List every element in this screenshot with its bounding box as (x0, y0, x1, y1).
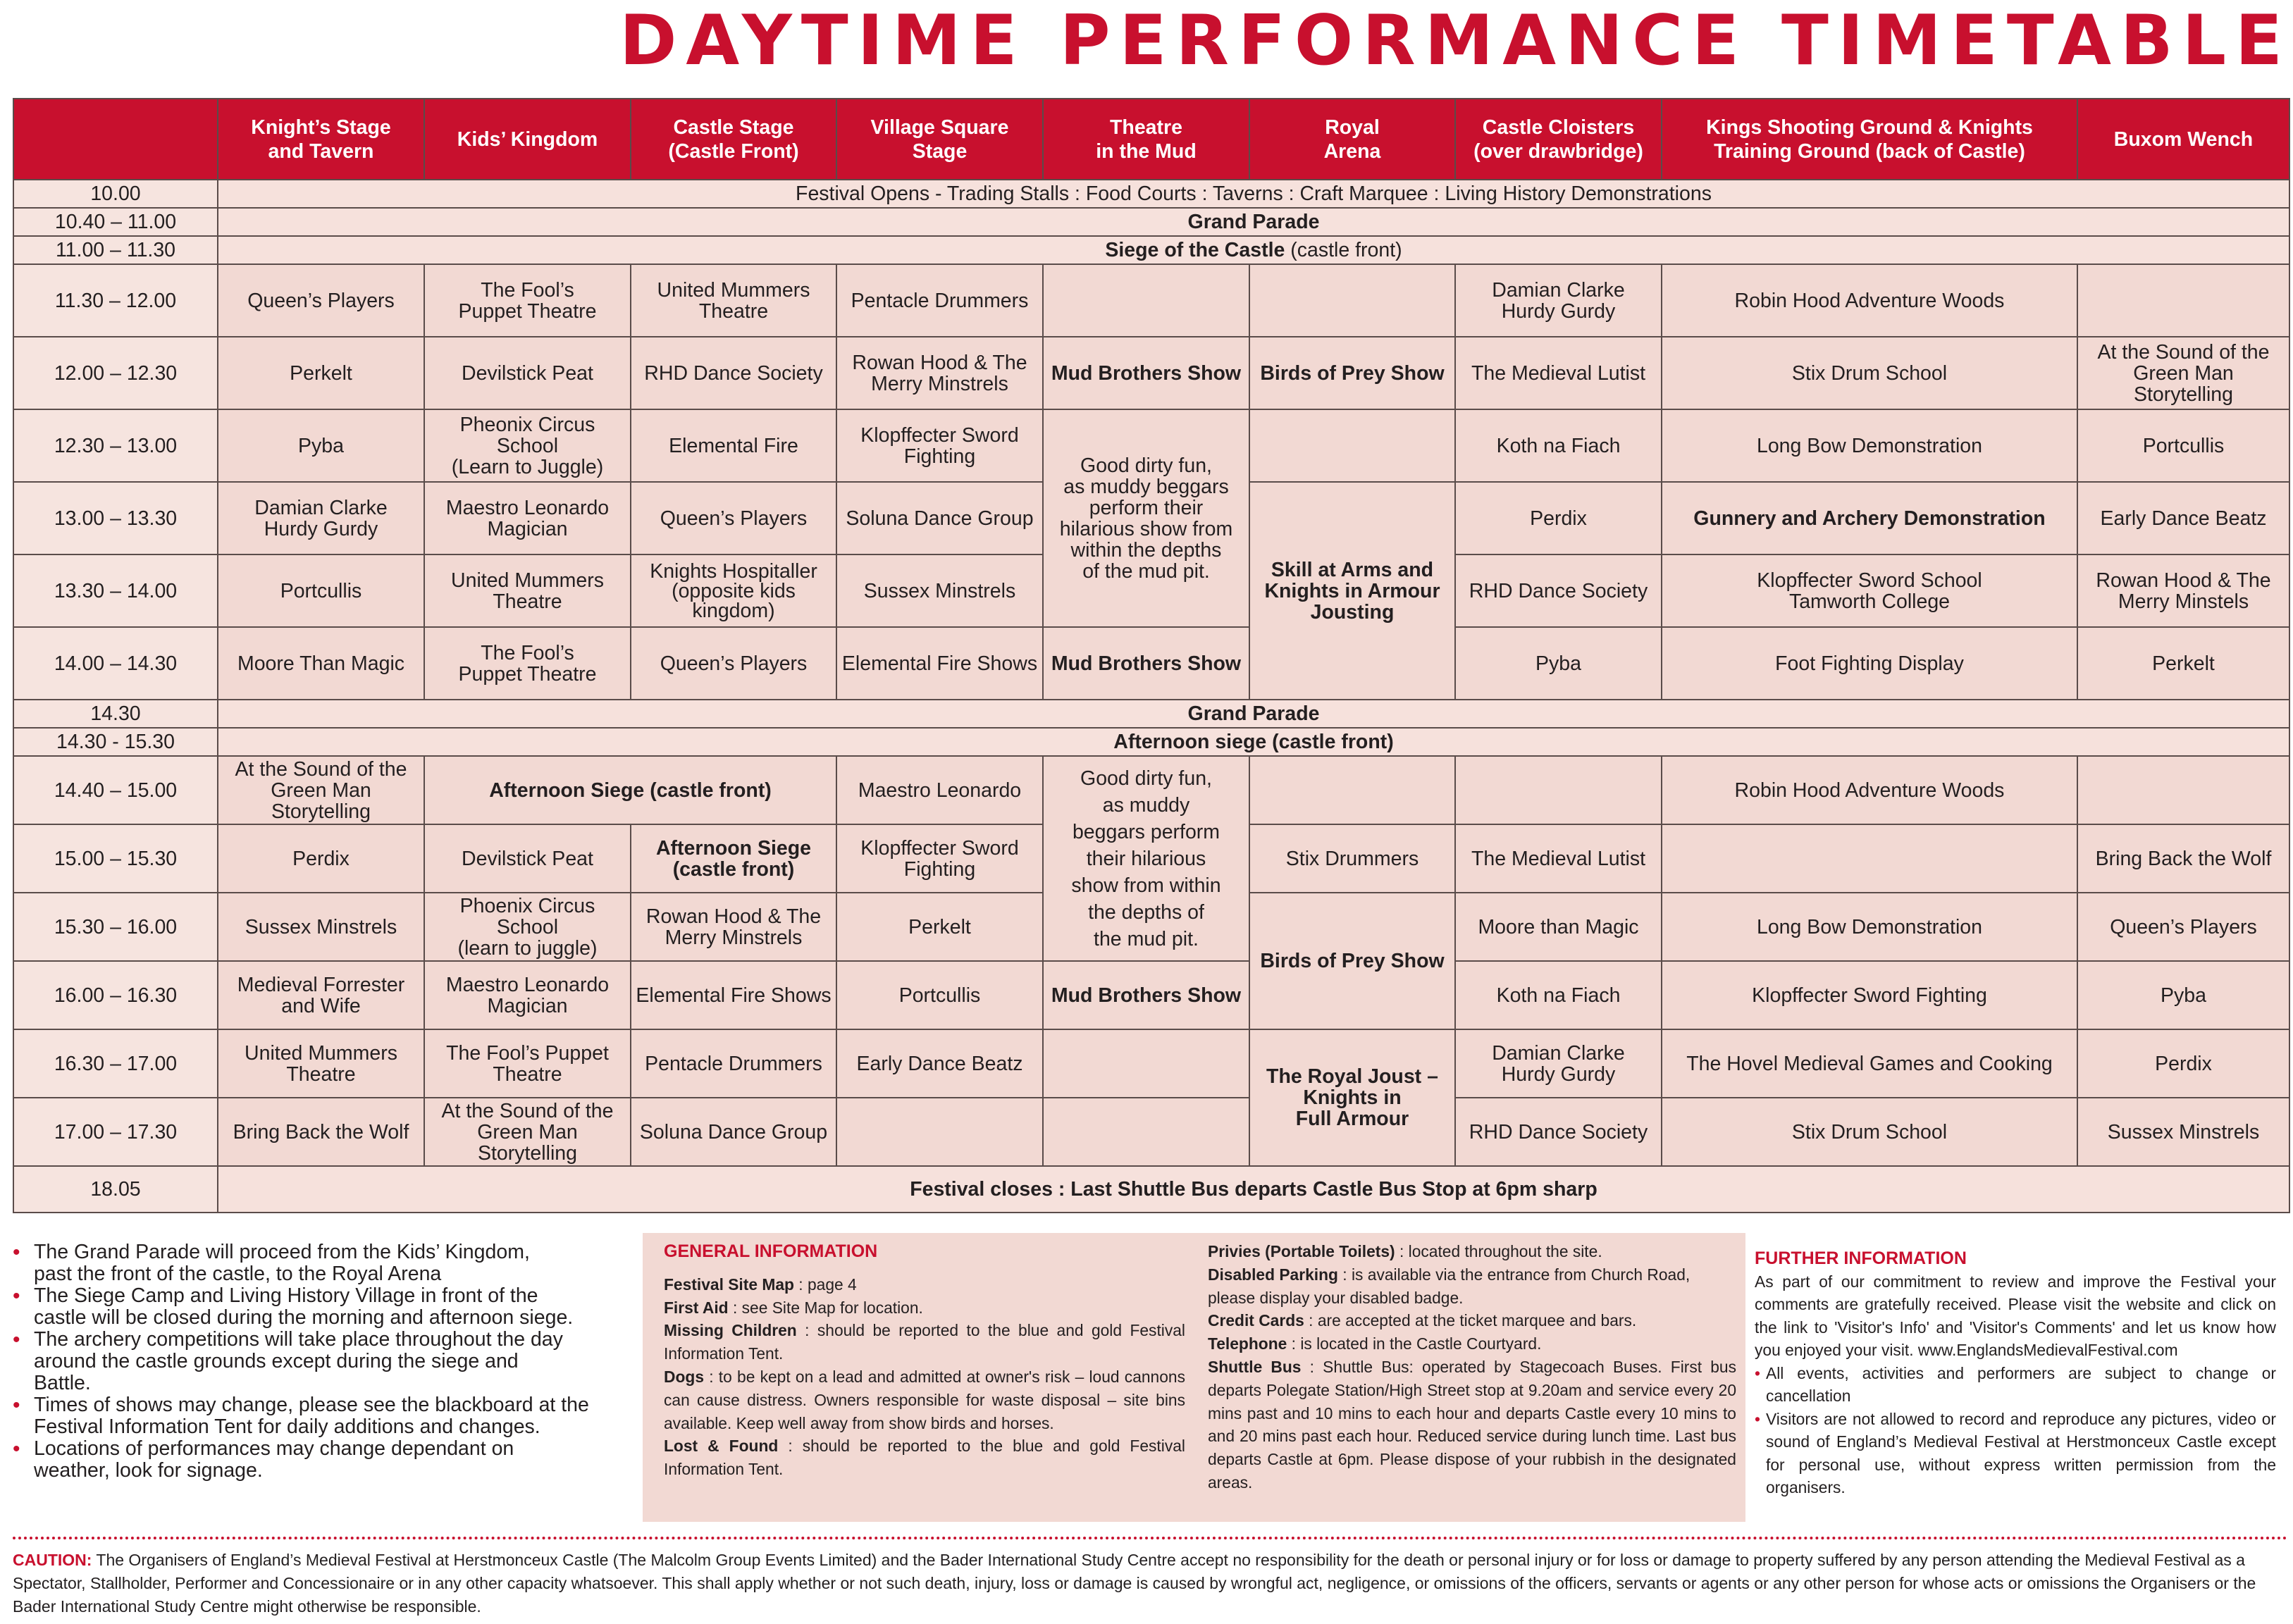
time-cell: 11.00 – 11.30 (13, 236, 218, 264)
event-cell: Perdix (2077, 1029, 2289, 1098)
venue-header: Kids’ Kingdom (424, 99, 631, 180)
further-information (1755, 1247, 2276, 1499)
event-cell: The Medieval Lutist (1455, 337, 1662, 409)
time-cell: 13.00 – 13.30 (13, 482, 218, 554)
event-cell: RHD Dance Society (631, 337, 836, 409)
info-item (1208, 1356, 1736, 1494)
info-text: : are accepted at the ticket marquee and bars. (1304, 1311, 1637, 1330)
info-label: Lost & Found (664, 1437, 779, 1456)
event-cell: Soluna Dance Group (836, 482, 1043, 554)
info-label: Missing Children (664, 1321, 797, 1340)
venue-header: Buxom Wench (2077, 99, 2289, 180)
event-cell: Elemental Fire Shows (631, 961, 836, 1029)
further-info-item: • All events, activities and performers are subject to change or cancellation (1766, 1362, 2276, 1408)
info-text: : is located in the Castle Courtyard. (1287, 1334, 1542, 1353)
event-cell: Queen’s Players (631, 627, 836, 700)
empty-cell (1043, 1029, 1249, 1098)
event-cell: Long Bow Demonstration (1662, 893, 2077, 961)
event-cell: Phoenix Circus School (learn to juggle) (424, 893, 631, 961)
time-header (13, 99, 218, 180)
table-row (13, 236, 2289, 264)
info-label: Dogs (664, 1367, 704, 1386)
table-row (13, 180, 2289, 208)
event-cell: Devilstick Peat (424, 824, 631, 893)
event-cell: Damian Clarke Hurdy Gurdy (1455, 1029, 1662, 1098)
table-row (13, 700, 2289, 728)
empty-cell (836, 1098, 1043, 1166)
venue-header: Castle Cloisters (over drawbridge) (1455, 99, 1662, 180)
span-event-cell: Festival Opens - Trading Stalls : Food Courts : Taverns : Craft Marquee : Living History Demonstrations (218, 180, 2289, 208)
info-item (1208, 1332, 1736, 1356)
event-cell: Robin Hood Adventure Woods (1662, 264, 2077, 337)
event-cell: Elemental Fire (631, 409, 836, 482)
span-event-cell: Grand Parade (218, 700, 2289, 728)
event-cell: At the Sound of the Green Man Storytelling (2077, 337, 2289, 409)
span-event-cell: Festival closes : Last Shuttle Bus departs Castle Bus Stop at 6pm sharp (218, 1166, 2289, 1213)
notes-list (13, 1241, 626, 1482)
event-cell: Maestro Leonardo Magician (424, 482, 631, 554)
event-cell: United Mummers Theatre (631, 264, 836, 337)
page-title: DAYTIME PERFORMANCE TIMETABLE (619, 1, 2292, 81)
info-label: Privies (Portable Toilets) (1208, 1242, 1395, 1260)
empty-cell (1249, 264, 1455, 337)
time-cell: 10.40 – 11.00 (13, 208, 218, 236)
timetable (13, 98, 2289, 1213)
event-cell: Afternoon Siege (castle front) (631, 824, 836, 893)
info-item (664, 1319, 1185, 1365)
caution-text: The Organisers of England’s Medieval Festival at Herstmonceux Castle (The Malcolm Group Events Limited) and the Bader International Study Centre accept no responsibility for the death or personal injury or for loss or damage to property suffered by any person attending the Medieval Festival as a Spectator, Stallholder, Performer and Concessionaire or in any other capacity whatsoever. This shall apply whether or not such death, injury, loss or damage is caused by wrongful act, negligence, or omissions of the officers, servants or agents or any other person for whose acts or omissions the Organisers or the Bader International Study Centre might otherwise be responsible. (13, 1551, 2256, 1616)
further-info-item: • Visitors are not allowed to record and reproduce any pictures, video or sound of England’s Medieval Festival at Herstmonceux Castle except for personal use, without express written permission from the organisers. (1766, 1408, 2276, 1499)
info-text: : located throughout the site. (1395, 1242, 1602, 1260)
event-cell: Perkelt (836, 893, 1043, 961)
time-cell: 17.00 – 17.30 (13, 1098, 218, 1166)
event-cell: At the Sound of the Green Man Storytelling (218, 756, 424, 824)
event-name: Siege of the Castle (1105, 239, 1285, 261)
time-cell: 12.30 – 13.00 (13, 409, 218, 482)
info-label: Shuttle Bus (1208, 1357, 1302, 1376)
caution-label: CAUTION: (13, 1551, 92, 1569)
event-cell: Queen’s Players (631, 482, 836, 554)
span-event-cell (218, 236, 2289, 264)
info-label: First Aid (664, 1298, 729, 1317)
event-cell: Mud Brothers Show (1043, 627, 1249, 700)
table-row (13, 409, 2289, 482)
general-info-column-left (664, 1240, 1185, 1481)
event-cell: Good dirty fun, as muddy beggars perform their hilarious show from within the depths of the mud pit. (1043, 756, 1249, 961)
empty-cell (1662, 824, 2077, 893)
time-cell: 15.00 – 15.30 (13, 824, 218, 893)
general-information-panel (643, 1233, 1745, 1522)
empty-cell (2077, 264, 2289, 337)
empty-cell (1043, 1098, 1249, 1166)
caution-notice (13, 1549, 2289, 1618)
event-cell: The Medieval Lutist (1455, 824, 1662, 893)
time-cell: 10.00 (13, 180, 218, 208)
time-cell: 16.00 – 16.30 (13, 961, 218, 1029)
time-cell: 18.05 (13, 1166, 218, 1213)
venue-header: Knight’s Stage and Tavern (218, 99, 424, 180)
event-cell: Birds of Prey Show (1249, 337, 1455, 409)
general-info-column-right (1208, 1240, 1736, 1494)
info-label: Festival Site Map (664, 1275, 794, 1294)
event-cell: Devilstick Peat (424, 337, 631, 409)
event-cell: Gunnery and Archery Demonstration (1662, 482, 2077, 554)
info-item (664, 1434, 1185, 1481)
event-cell: Perkelt (218, 337, 424, 409)
event-cell: Sussex Minstrels (218, 893, 424, 961)
time-cell: 14.40 – 15.00 (13, 756, 218, 824)
table-row (13, 264, 2289, 337)
event-cell: Perdix (1455, 482, 1662, 554)
info-text: : page 4 (793, 1275, 857, 1294)
info-text: : should be reported to the blue and gold Festival Information Tent. (664, 1321, 1185, 1363)
info-item (1208, 1240, 1736, 1263)
event-cell: Bring Back the Wolf (218, 1098, 424, 1166)
time-cell: 14.30 - 15.30 (13, 728, 218, 756)
empty-cell (1249, 409, 1455, 482)
event-cell: Skill at Arms and Knights in Armour Jousting (1249, 482, 1455, 700)
event-cell: Queen’s Players (218, 264, 424, 337)
event-cell: Maestro Leonardo (836, 756, 1043, 824)
event-cell: Long Bow Demonstration (1662, 409, 2077, 482)
info-item (664, 1296, 1185, 1320)
time-cell: 16.30 – 17.00 (13, 1029, 218, 1098)
event-cell: Robin Hood Adventure Woods (1662, 756, 2077, 824)
table-row (13, 337, 2289, 409)
table-row (13, 728, 2289, 756)
event-location: (castle front) (1285, 239, 1402, 261)
note-item: • Times of shows may change, please see the blackboard at the Festival Information Tent for daily additions and changes. (34, 1394, 626, 1438)
event-cell: Damian Clarke Hurdy Gurdy (1455, 264, 1662, 337)
info-item (664, 1365, 1185, 1434)
info-text: : is available via the entrance from Church Road, please display your disabled badge. (1208, 1265, 1691, 1307)
event-cell: United Mummers Theatre (424, 554, 631, 627)
info-label: Disabled Parking (1208, 1265, 1338, 1284)
event-cell: Moore than Magic (1455, 893, 1662, 961)
dotted-divider (13, 1537, 2289, 1539)
event-cell: Pyba (218, 409, 424, 482)
event-cell: RHD Dance Society (1455, 1098, 1662, 1166)
empty-cell (1043, 264, 1249, 337)
info-label: Telephone (1208, 1334, 1287, 1353)
event-cell: Damian Clarke Hurdy Gurdy (218, 482, 424, 554)
event-cell: Pyba (2077, 961, 2289, 1029)
span-event-cell: Grand Parade (218, 208, 2289, 236)
note-item: • The archery competitions will take place throughout the day around the castle grounds except during the siege and Battle. (34, 1329, 626, 1394)
event-cell: Stix Drum School (1662, 1098, 2077, 1166)
info-text: : to be kept on a lead and admitted at owner's risk – loud cannons can cause distress. Owners responsible for waste disposal – site bins available. Keep well away from show birds and horses. (664, 1367, 1185, 1432)
info-item (1208, 1309, 1736, 1332)
event-cell: Foot Fighting Display (1662, 627, 2077, 700)
event-cell: Pyba (1455, 627, 1662, 700)
event-cell: Rowan Hood & The Merry Minstrels (836, 337, 1043, 409)
event-cell: Koth na Fiach (1455, 409, 1662, 482)
time-cell: 14.00 – 14.30 (13, 627, 218, 700)
note-item: • The Siege Camp and Living History Village in front of the castle will be closed during the morning and afternoon siege. (34, 1285, 626, 1329)
event-cell: Knights Hospitaller (opposite kids kingdom) (631, 554, 836, 627)
empty-cell (2077, 756, 2289, 824)
event-cell: Perdix (218, 824, 424, 893)
event-cell: Bring Back the Wolf (2077, 824, 2289, 893)
info-item (1208, 1263, 1736, 1310)
table-row (13, 1029, 2289, 1098)
info-item (664, 1273, 1185, 1296)
event-cell: Stix Drum School (1662, 337, 2077, 409)
event-cell: Queen’s Players (2077, 893, 2289, 961)
table-row (13, 627, 2289, 700)
time-cell: 12.00 – 12.30 (13, 337, 218, 409)
event-cell: Birds of Prey Show (1249, 893, 1455, 1029)
info-label: Credit Cards (1208, 1311, 1304, 1330)
event-cell: Good dirty fun, as muddy beggars perform their hilarious show from within the depths of the mud pit. (1043, 409, 1249, 627)
event-cell: Klopffecter Sword Fighting (836, 409, 1043, 482)
venue-header: Royal Arena (1249, 99, 1455, 180)
event-cell: Portcullis (2077, 409, 2289, 482)
note-item: • Locations of performances may change dependant on weather, look for signage. (34, 1438, 626, 1482)
table-row (13, 1166, 2289, 1213)
further-info-heading: FURTHER INFORMATION (1755, 1248, 1967, 1268)
event-cell: The Fool’s Puppet Theatre (424, 264, 631, 337)
empty-cell (1249, 756, 1455, 824)
timetable-grid (13, 98, 2290, 1213)
venue-header: Village Square Stage (836, 99, 1043, 180)
general-info-heading: GENERAL INFORMATION (664, 1241, 878, 1261)
event-cell: Pentacle Drummers (631, 1029, 836, 1098)
event-cell: Early Dance Beatz (836, 1029, 1043, 1098)
event-cell: The Royal Joust – Knights in Full Armour (1249, 1029, 1455, 1166)
note-item: • The Grand Parade will proceed from the Kids’ Kingdom, past the front of the castle, to the Royal Arena (34, 1241, 626, 1285)
event-cell: Pheonix Circus School (Learn to Juggle) (424, 409, 631, 482)
table-row (13, 756, 2289, 824)
event-cell: Moore Than Magic (218, 627, 424, 700)
time-cell: 13.30 – 14.00 (13, 554, 218, 627)
event-cell: Maestro Leonardo Magician (424, 961, 631, 1029)
info-text: : should be reported to the blue and gold Festival Information Tent. (664, 1437, 1185, 1479)
time-cell: 11.30 – 12.00 (13, 264, 218, 337)
event-cell: Sussex Minstrels (836, 554, 1043, 627)
event-cell: Elemental Fire Shows (836, 627, 1043, 700)
venue-header: Theatre in the Mud (1043, 99, 1249, 180)
event-cell: At the Sound of the Green Man Storytelling (424, 1098, 631, 1166)
event-cell: Portcullis (836, 961, 1043, 1029)
event-cell: RHD Dance Society (1455, 554, 1662, 627)
event-cell: Rowan Hood & The Merry Minstrels (631, 893, 836, 961)
event-cell: Perkelt (2077, 627, 2289, 700)
event-cell: Mud Brothers Show (1043, 337, 1249, 409)
event-cell: Medieval Forrester and Wife (218, 961, 424, 1029)
event-cell: The Hovel Medieval Games and Cooking (1662, 1029, 2077, 1098)
event-cell: Klopffecter Sword School Tamworth College (1662, 554, 2077, 627)
time-cell: 15.30 – 16.00 (13, 893, 218, 961)
time-cell: 14.30 (13, 700, 218, 728)
table-row (13, 1098, 2289, 1166)
table-row (13, 208, 2289, 236)
event-cell: Stix Drummers (1249, 824, 1455, 893)
event-cell: Mud Brothers Show (1043, 961, 1249, 1029)
event-cell: Portcullis (218, 554, 424, 627)
event-cell: Klopffecter Sword Fighting (836, 824, 1043, 893)
span-event-cell: Afternoon siege (castle front) (218, 728, 2289, 756)
event-cell: Afternoon Siege (castle front) (424, 756, 836, 824)
event-cell: Sussex Minstrels (2077, 1098, 2289, 1166)
venue-header: Castle Stage (Castle Front) (631, 99, 836, 180)
info-text: : see Site Map for location. (728, 1298, 923, 1317)
event-cell: Rowan Hood & The Merry Minstels (2077, 554, 2289, 627)
event-cell: The Fool’s Puppet Theatre (424, 627, 631, 700)
empty-cell (1455, 756, 1662, 824)
info-text: : Shuttle Bus: operated by Stagecoach Buses. First bus departs Polegate Station/High Street stop at 9.20am and service every 20 mins past and 10 mins to each hour and departs Castle every 10 mins to and 20 mins past each hour. Reduced service during lunch time. Last bus departs Castle at 6pm. Please dispose of your rubbish in the designated areas. (1208, 1357, 1737, 1492)
table-row (13, 961, 2289, 1029)
event-cell: Klopffecter Sword Fighting (1662, 961, 2077, 1029)
event-cell: United Mummers Theatre (218, 1029, 424, 1098)
event-cell: Soluna Dance Group (631, 1098, 836, 1166)
event-cell: Koth na Fiach (1455, 961, 1662, 1029)
venue-header: Kings Shooting Ground & Knights Training Ground (back of Castle) (1662, 99, 2077, 180)
event-cell: The Fool’s Puppet Theatre (424, 1029, 631, 1098)
event-cell: Pentacle Drummers (836, 264, 1043, 337)
event-cell: Early Dance Beatz (2077, 482, 2289, 554)
further-info-intro: As part of our commitment to review and improve the Festival your comments are gratefully received. Please visit the website and click on the link to 'Visitor's Info' and 'Visitor's Comments' and let us know how you enjoyed your visit. www.EnglandsMedievalFestival.com (1755, 1272, 2276, 1359)
venue-header-row (13, 99, 2289, 180)
